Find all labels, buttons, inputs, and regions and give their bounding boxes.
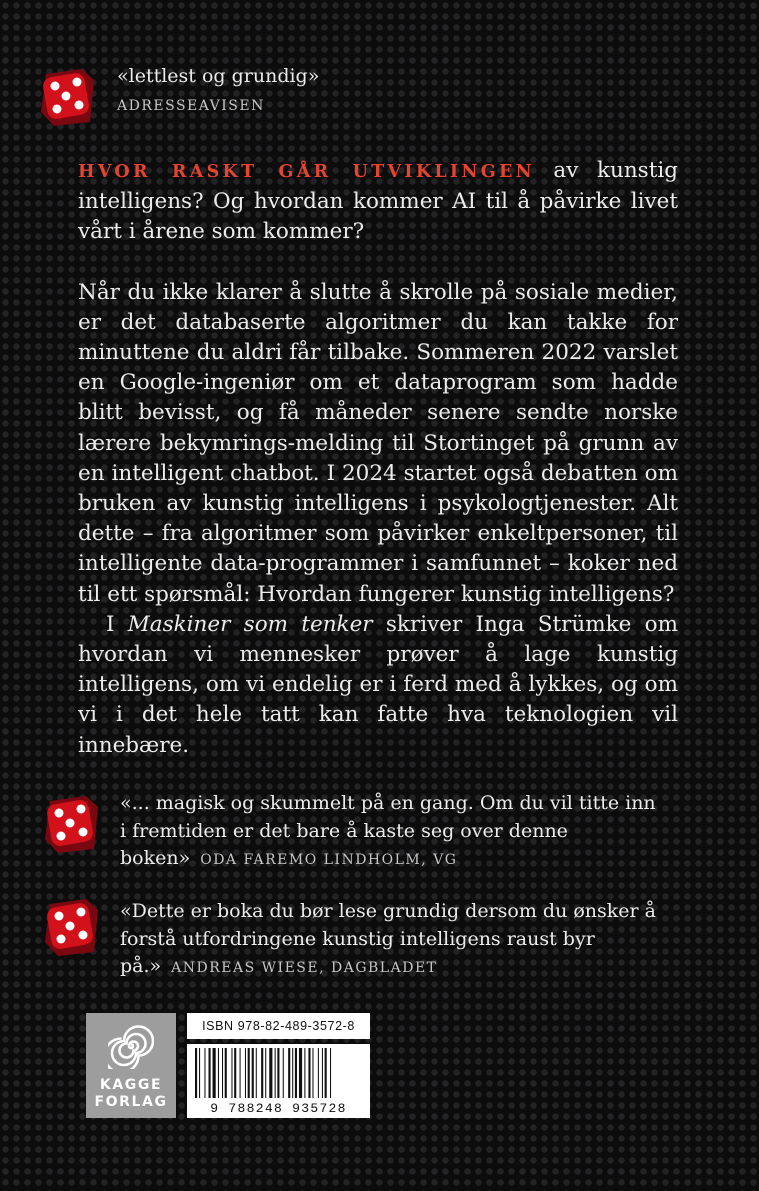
publisher-logo xyxy=(86,1013,176,1118)
quote-source: ODA FAREMO LINDHOLM, VG xyxy=(200,852,458,868)
quote-text: «lettlest og grundig» xyxy=(117,65,320,87)
barcode-number: 9 788248 935728 xyxy=(210,1101,347,1116)
spiral-logo-icon xyxy=(108,1023,154,1069)
dice-five-icon xyxy=(36,66,98,128)
quote-source: ANDREAS WIESE, DAGBLADET xyxy=(171,960,438,976)
barcode-bars xyxy=(193,1048,364,1098)
quote-source: ADRESSEAVISEN xyxy=(117,98,265,114)
publisher-name-line2: FORLAG xyxy=(94,1094,168,1110)
review-quote-dagbladet xyxy=(120,898,660,983)
lead-in: HVOR RASKT GÅR UTVIKLINGEN xyxy=(78,162,535,182)
para2-post: skriver Inga Strümke om hvordan vi mennesker prøver å lage kunstig intelligens, om vi endelig er i ferd med å lykkes, og om vi i det hele tatt kan fatte hva teknologien vil innebære. xyxy=(78,611,678,758)
dice-five-icon xyxy=(40,896,102,958)
quote-text: «Dette er boka du bør lese grundig dersom du ønsker å forstå utfordringene kunstig intelligens raust byr på.» xyxy=(120,900,656,977)
review-quote-adresseavisen xyxy=(117,62,319,120)
blurb xyxy=(78,156,678,761)
isbn-label: ISBN 978-82-489-3572-8 xyxy=(187,1013,370,1039)
publisher-name-line1: KAGGE xyxy=(99,1077,163,1093)
body-paragraph-1: Når du ikke klarer å slutte å skrolle på sosiale medier, er det databaserte algoritmer du kan takke for minuttene du aldri får tilbake. Sommeren 2022 varslet en Google-ingeniør om et dataprogram som hadde blitt bevisst, og få måneder senere sendte norske lærere bekymrings-melding til Stortinget på grunn av en intelligent chatbot. I 2024 startet også debatten om bruken av kunstig intelligens i psykologtjenester. Alt dette – fra algoritmer som påvirker enkeltpersoner, til intelligente data-programmer i samfunnet – koker ned til ett spørsmål: Hvordan fungerer kunstig intelligens? xyxy=(78,279,678,607)
barcode xyxy=(187,1044,370,1118)
para2-pre: I xyxy=(106,611,128,637)
intro-text: av kunstig intelligens? Og hvordan kommer AI til å påvirke livet vårt i årene som kommer? xyxy=(78,158,678,245)
review-quote-vg xyxy=(120,790,660,875)
dice-five-icon xyxy=(40,793,102,855)
body-paragraph-2 xyxy=(78,610,678,761)
book-title: Maskiner som tenker xyxy=(127,611,373,637)
intro-paragraph xyxy=(78,156,678,248)
quote-text: «... magisk og skummelt på en gang. Om du vil titte inn i fremtiden er det bare å kaste seg over denne boken» xyxy=(120,792,656,869)
